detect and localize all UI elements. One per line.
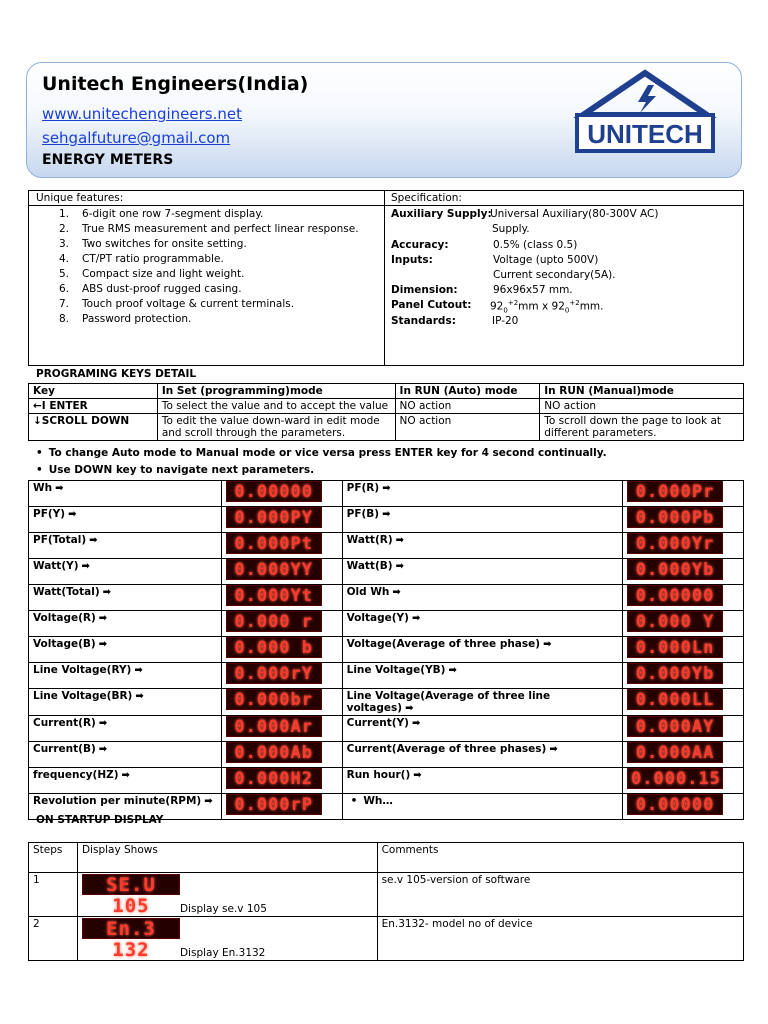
seven-segment-display: 0.000AY: [627, 716, 723, 737]
seven-segment-display: 0.000Pr: [627, 481, 723, 502]
feature-number: 2.: [59, 223, 70, 235]
keys-header-key: Key: [29, 384, 158, 399]
spec-accuracy-label: Accuracy:: [391, 239, 449, 251]
spec-dimension-value: 96x96x57 mm.: [493, 284, 573, 296]
unitech-logo: [574, 69, 716, 155]
note-auto-manual: • To change Auto mode to Manual mode or vice versa press ENTER key for 4 second continually.: [36, 447, 607, 459]
right-arrow-icon: ➡: [102, 587, 112, 598]
seven-segment-display: 0.000Pb: [627, 507, 723, 528]
feature-item: 6-digit one row 7-segment display.: [82, 208, 264, 220]
header-banner: [26, 62, 742, 178]
spec-aux-label: Auxiliary Supply:: [391, 208, 492, 220]
seven-segment-display: 0.000Ar: [226, 716, 322, 737]
parameter-label: Line Voltage(RY): [33, 664, 132, 676]
parameter-label: Voltage(Y): [346, 612, 409, 624]
right-arrow-icon: ➡: [81, 561, 90, 572]
feature-number: 4.: [59, 253, 70, 265]
right-arrow-icon: ➡: [98, 639, 108, 650]
note-down-key: • Use DOWN key to navigate next parameters.: [36, 464, 314, 476]
right-arrow-icon: ➡: [98, 718, 108, 729]
keys-row-scroll: ↓SCROLL DOWN To edit the value down-ward in edit mode and scroll through the parameters. NO action To scroll down the page to look at different parameters.: [29, 414, 744, 441]
seven-segment-display: 0.000Yr: [627, 533, 723, 554]
seven-segment-display: 0.000Yb: [627, 663, 723, 684]
feature-number: 3.: [59, 238, 70, 250]
right-arrow-icon: ➡: [98, 613, 108, 624]
parameter-label: Voltage(B): [33, 638, 96, 650]
right-arrow-icon: ➡: [382, 509, 391, 520]
website-link[interactable]: www.unitechengineers.net: [42, 105, 242, 123]
right-arrow-icon: ➡: [121, 770, 130, 781]
parameters-table: [28, 480, 744, 820]
startup-header-comments: Comments: [377, 843, 743, 873]
parameter-label: Wh: [33, 482, 53, 494]
parameter-row: [29, 689, 744, 716]
keys-title: PROGRAMING KEYS DETAIL: [36, 368, 197, 380]
logo-text: UNITECH: [587, 119, 703, 149]
parameter-label: Voltage(Average of three phase): [346, 638, 541, 650]
spec-inputs-value2: Current secondary(5A).: [493, 269, 616, 281]
startup-step: 2: [29, 917, 78, 961]
feature-item: Touch proof voltage & current terminals.: [82, 298, 295, 310]
feature-number: 6.: [59, 283, 70, 295]
right-arrow-icon: ➡: [411, 718, 421, 729]
parameter-row: [29, 742, 744, 768]
parameter-label: Voltage(R): [33, 612, 96, 624]
right-arrow-icon: ➡: [135, 691, 144, 702]
right-arrow-icon: ➡: [448, 665, 457, 676]
seven-segment-display: 0.000PY: [226, 507, 322, 528]
parameter-label: Watt(Y): [33, 560, 79, 572]
seven-segment-display: 0.000LL: [627, 689, 723, 710]
parameter-label: PF(Y): [33, 508, 66, 520]
parameter-label: Run hour(): [346, 769, 411, 781]
parameter-label: Line Voltage(YB): [346, 664, 446, 676]
spec-cutout-label: Panel Cutout:: [391, 299, 472, 311]
feature-item: Compact size and light weight.: [82, 268, 245, 280]
parameter-row: [29, 663, 744, 689]
feature-number: 8.: [59, 313, 70, 325]
right-arrow-icon: ➡: [411, 613, 421, 624]
seven-segment-display: 0.000 r: [226, 611, 322, 632]
right-arrow-icon: ➡: [204, 796, 213, 807]
lightning-icon: [638, 85, 656, 113]
seven-segment-display: 0.000br: [226, 689, 322, 710]
feature-item: CT/PT ratio programmable.: [82, 253, 224, 265]
spec-aux-value: Universal Auxiliary(80-300V AC): [490, 208, 659, 220]
seven-segment-display: 0.000rP: [226, 794, 322, 815]
parameter-label: Current(R): [33, 717, 96, 729]
keys-header-row: [29, 384, 744, 399]
keys-header-auto: In RUN (Auto) mode: [395, 384, 540, 399]
keys-header-set: In Set (programming)mode: [157, 384, 395, 399]
spec-inputs-value: Voltage (upto 500V): [493, 254, 599, 266]
feature-item: True RMS measurement and perfect linear response.: [82, 223, 359, 235]
seven-segment-display: 0.000YY: [226, 559, 322, 580]
right-arrow-icon: ➡: [392, 587, 401, 598]
right-arrow-icon: ➡: [98, 744, 108, 755]
keys-table: [28, 383, 744, 441]
right-arrow-icon: ➡: [543, 639, 552, 650]
seven-segment-display: 0.000 b: [226, 637, 322, 658]
document-subtitle: ENERGY METERS: [42, 152, 174, 168]
spec-aux-value2: Supply.: [492, 223, 530, 235]
parameter-row: [29, 559, 744, 585]
right-arrow-icon: ➡: [549, 744, 558, 755]
parameter-label: Line Voltage(Average of three line voltages): [346, 690, 551, 714]
keys-row-enter: ←I ENTER To select the value and to accept the value NO action NO action: [29, 399, 744, 414]
right-arrow-icon: ➡: [395, 535, 405, 546]
spec-standards-label: Standards:: [391, 315, 456, 327]
parameter-label: Line Voltage(BR): [33, 690, 133, 702]
parameter-row: [29, 716, 744, 742]
parameter-label: PF(R): [346, 482, 380, 494]
spec-inputs-label: Inputs:: [391, 254, 433, 266]
right-arrow-icon: ➡: [382, 483, 391, 494]
scroll-down-key-label: ↓SCROLL DOWN: [29, 414, 158, 441]
feature-number: 7.: [59, 298, 70, 310]
parameter-label: Current(Y): [346, 717, 409, 729]
parameter-row: [29, 507, 744, 533]
parameter-row: [29, 768, 744, 794]
parameter-label: • Wh…: [351, 795, 393, 807]
parameter-label: PF(Total): [33, 534, 87, 546]
seven-segment-display: 0.00000: [627, 585, 723, 606]
right-arrow-icon: ➡: [89, 535, 98, 546]
spec-cutout-value: $92_0^{+2}mm$ x $92_0^{+2}mm$.: [490, 299, 604, 315]
seven-segment-display: En.3 132: [82, 918, 180, 939]
parameter-label: Current(Average of three phases): [346, 743, 547, 755]
feature-item: Password protection.: [82, 313, 192, 325]
seven-segment-display: 0.000Pt: [226, 533, 322, 554]
features-heading: Unique features:: [36, 192, 124, 204]
right-arrow-icon: ➡: [413, 770, 422, 781]
spec-accuracy-value: 0.5% (class 0.5): [493, 239, 578, 251]
keys-header-manual: In RUN (Manual)mode: [540, 384, 744, 399]
seven-segment-display: 0.00000: [226, 481, 322, 502]
startup-row-1: [29, 873, 744, 917]
seven-segment-display: 0.000Yt: [226, 585, 322, 606]
parameter-label: PF(B): [346, 508, 380, 520]
startup-header-display: Display Shows: [77, 843, 377, 873]
parameter-label: Current(B): [33, 743, 96, 755]
parameter-label: frequency(HZ): [33, 769, 119, 781]
startup-table: [28, 842, 744, 961]
company-name: Unitech Engineers(India): [42, 73, 309, 95]
right-arrow-icon: ➡: [55, 483, 64, 494]
parameter-row: [29, 585, 744, 611]
feature-item: ABS dust-proof rugged casing.: [82, 283, 242, 295]
seven-segment-display: 0.000Ln: [627, 637, 723, 658]
parameter-row: [29, 481, 744, 507]
parameter-label: Revolution per minute(RPM): [33, 795, 202, 807]
parameter-label: Watt(B): [346, 560, 393, 572]
spec-dimension-label: Dimension:: [391, 284, 458, 296]
startup-comment: se.v 105-version of software: [377, 873, 743, 917]
email-link[interactable]: sehgalfuture@gmail.com: [42, 129, 231, 147]
feature-number: 1.: [59, 208, 70, 220]
startup-display-text: Display se.v 105: [179, 903, 267, 915]
startup-header-row: [29, 843, 744, 873]
seven-segment-display: 0.000H2: [226, 768, 322, 789]
spec-heading: Specification:: [391, 192, 462, 204]
seven-segment-display: 0.000rY: [226, 663, 322, 684]
right-arrow-icon: ➡: [68, 509, 77, 520]
seven-segment-display: 0.000Ab: [226, 742, 322, 763]
startup-title: ON STARTUP DISPLAY: [36, 814, 164, 826]
seven-segment-display: 0.00000: [627, 794, 723, 815]
startup-header-steps: Steps: [29, 843, 78, 873]
seven-segment-display: 0.000AA: [627, 742, 723, 763]
spec-standards-value: IP-20: [492, 315, 519, 327]
startup-comment: En.3132- model no of device: [377, 917, 743, 961]
parameter-row: [29, 533, 744, 559]
right-arrow-icon: ➡: [395, 561, 404, 572]
startup-step: 1: [29, 873, 78, 917]
startup-display-text: Display En.3132: [179, 947, 266, 959]
parameter-row: [29, 637, 744, 663]
right-arrow-icon: ➡: [134, 665, 143, 676]
startup-row-2: [29, 917, 744, 961]
seven-segment-display: SE.U 105: [82, 874, 180, 895]
feature-item: Two switches for onsite setting.: [82, 238, 247, 250]
right-arrow-icon: ➡: [405, 703, 414, 714]
seven-segment-display: 0.000 Y: [627, 611, 723, 632]
parameter-label: Watt(R): [346, 534, 393, 546]
parameter-label: Watt(Total): [33, 586, 100, 598]
feature-number: 5.: [59, 268, 70, 280]
parameter-label: Old Wh: [346, 586, 390, 598]
seven-segment-display: 0.000Yb: [627, 559, 723, 580]
parameter-row: [29, 611, 744, 637]
seven-segment-display: 0.000.15: [627, 768, 723, 789]
enter-key-label: ←I ENTER: [29, 399, 158, 414]
